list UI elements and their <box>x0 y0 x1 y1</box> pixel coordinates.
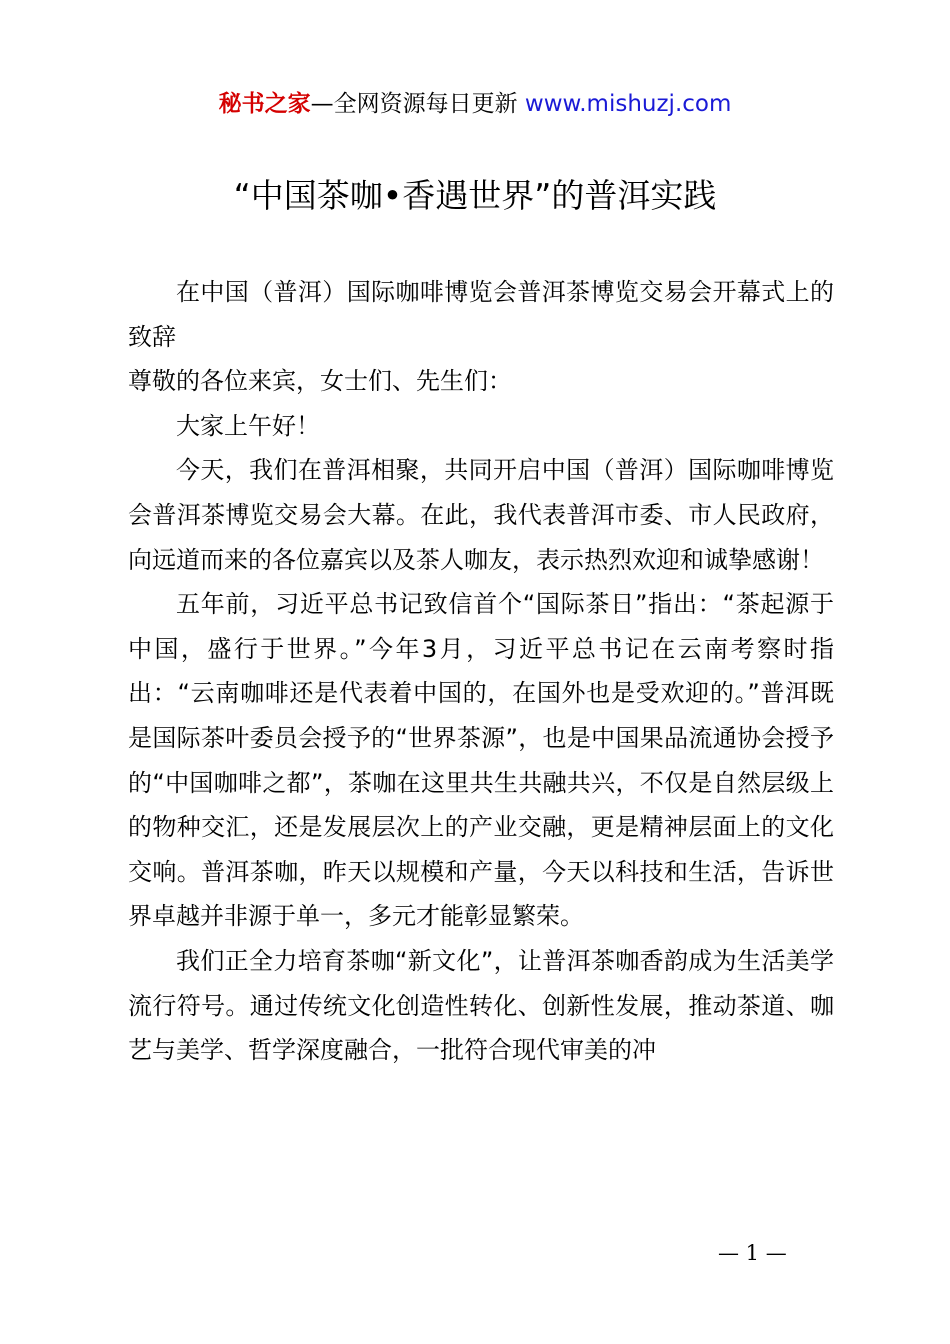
document-body <box>128 270 834 1073</box>
page-number: — 1 — <box>718 1241 787 1265</box>
site-url-link[interactable]: www.mishuzj.com <box>524 91 732 117</box>
paragraph-culture: 我们正全力培育茶咖“新文化”，让普洱茶咖香韵成为生活美学流行符号。通过传统文化创造性转化、创新性发展，推动茶道、咖艺与美学、哲学深度融合，一批符合现代审美的冲 <box>128 946 834 1065</box>
paragraph-greeting: 大家上午好！ <box>176 411 320 440</box>
site-header <box>0 86 950 122</box>
paragraph-welcome: 今天，我们在普洱相聚，共同开启中国（普洱）国际咖啡博览会普洱茶博览交易会大幕。在此，我代表普洱市委、市人民政府，向远道而来的各位嘉宾以及茶人咖友，表示热烈欢迎和诚挚感谢！ <box>128 456 834 574</box>
paragraph-occasion: 在中国（普洱）国际咖啡博览会普洱茶博览交易会开幕式上的致辞 <box>128 278 834 351</box>
paragraph-salutation: 尊敬的各位来宾，女士们、先生们： <box>128 367 512 396</box>
paragraph-history: 五年前，习近平总书记致信首个“国际茶日”指出：“茶起源于中国，盛行于世界。”今年3月，习近平总书记在云南考察时指出：“云南咖啡还是代表着中国的，在国外也是受欢迎的。”普洱既是国际茶叶委员会授予的“世界茶源”，也是中国果品流通协会授予的“中国咖啡之都”，茶咖在这里共生共融共兴，不仅是自然层级上的物种交汇，还是发展层次上的产业交融，更是精神层面上的文化交响。普洱茶咖，昨天以规模和产量，今天以科技和生活，告诉世界卓越并非源于单一，多元才能彰显繁荣。 <box>128 590 834 931</box>
document-title: “中国茶咖•香遇世界”的普洱实践 <box>233 176 717 215</box>
site-brand: 秘书之家 <box>218 91 311 117</box>
site-tagline: —全网资源每日更新 <box>310 91 525 117</box>
